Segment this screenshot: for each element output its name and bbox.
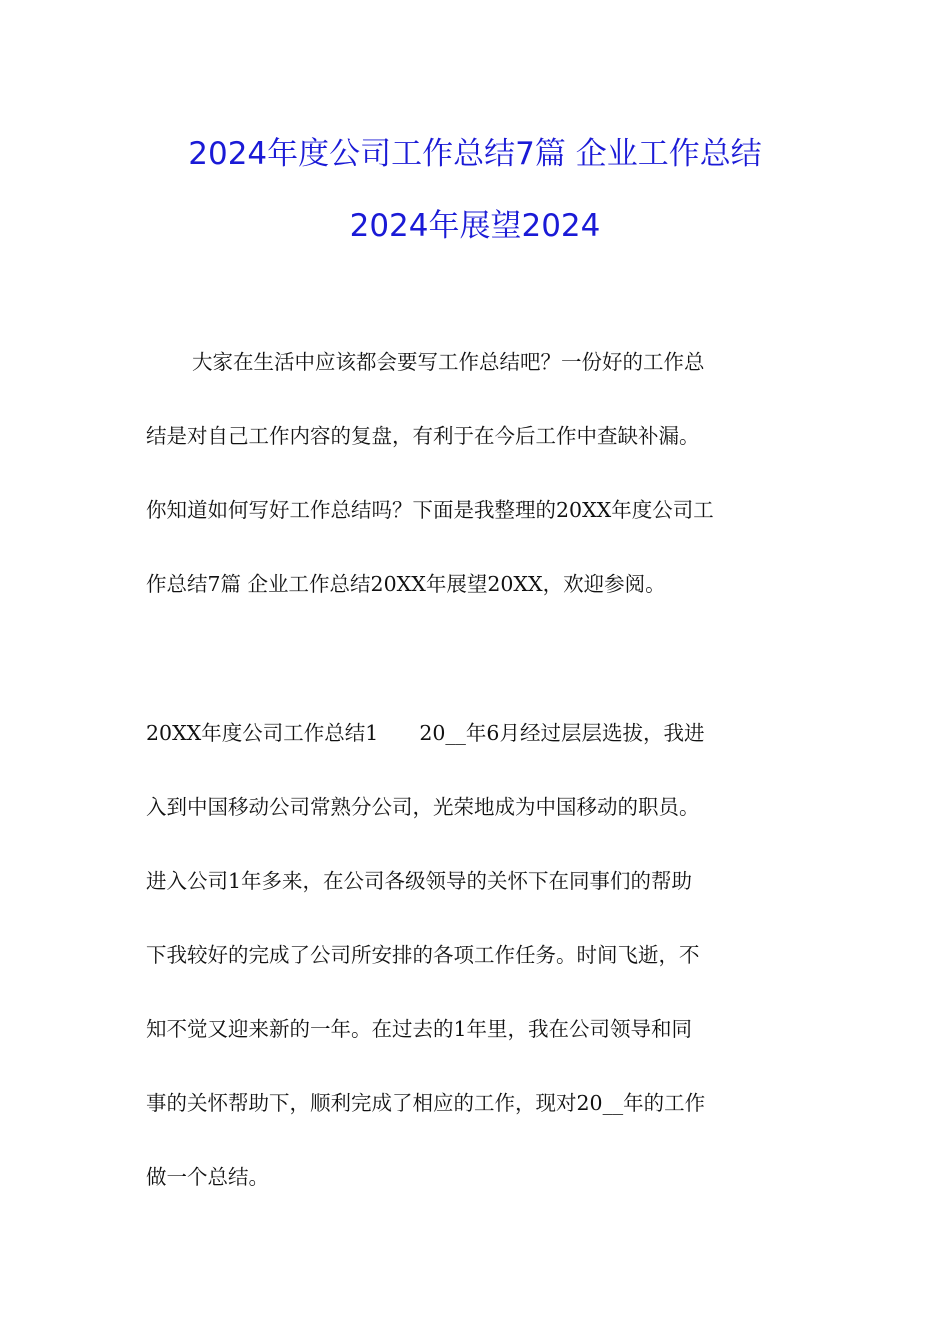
summary-line: 入到中国移动公司常熟分公司，光荣地成为中国移动的职员。 (146, 795, 700, 819)
summary-line: 知不觉又迎来新的一年。在过去的1年里，我在公司领导和同 (146, 1017, 693, 1041)
summary-line: 进入公司1年多来，在公司各级领导的关怀下在同事们的帮助 (146, 869, 693, 893)
summary-line: 事的关怀帮助下，顺利完成了相应的工作，现对20__年的工作 (146, 1091, 706, 1115)
intro-paragraph (146, 325, 806, 621)
summary-paragraph (146, 696, 806, 1214)
intro-line: 结是对自己工作内容的复盘，有利于在今后工作中查缺补漏。 (146, 424, 700, 448)
intro-line: 作总结7篇 企业工作总结20XX年展望20XX，欢迎参阅。 (146, 572, 666, 596)
summary-line: 做一个总结。 (146, 1165, 269, 1189)
document-title-line2: 2024年展望2024 (349, 208, 601, 244)
document-title-line1: 2024年度公司工作总结7篇 企业工作总结 (188, 136, 762, 172)
summary-line: 20XX年度公司工作总结1 20__年6月经过层层选拔，我进 (146, 721, 705, 745)
intro-line: 大家在生活中应该都会要写工作总结吧？一份好的工作总 (192, 350, 705, 374)
intro-line: 你知道如何写好工作总结吗？下面是我整理的20XX年度公司工 (146, 498, 714, 522)
summary-line: 下我较好的完成了公司所安排的各项工作任务。时间飞逝，不 (146, 943, 700, 967)
